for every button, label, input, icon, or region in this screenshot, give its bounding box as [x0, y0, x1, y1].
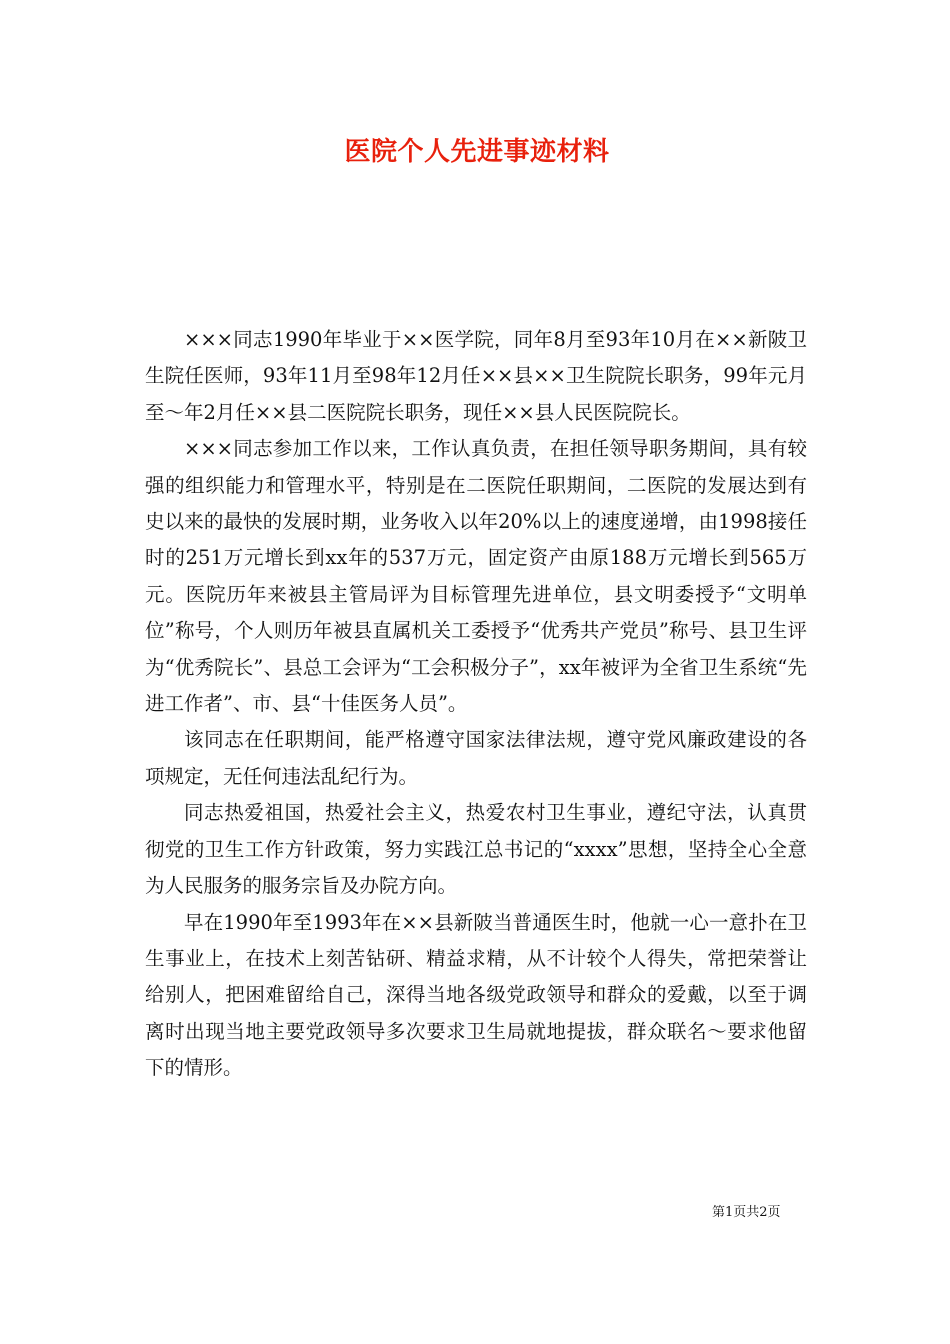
paragraph-4: 同志热爱祖国，热爱社会主义，热爱农村卫生事业，遵纪守法，认真贯彻党的卫生工作方针政策，努力实践江总书记的“xxxx”思想，坚持全心全意为人民服务的服务宗旨及办院方向。	[145, 801, 807, 898]
paragraph-1: ×××同志1990年毕业于××医学院，同年8月至93年10月在××新陂卫生院任医师，93年11月至98年12月任××县××卫生院院长职务，99年元月至～年2月任××县二医院院长职务，现任××县人民医院院长。	[145, 328, 807, 424]
paragraph-2: ×××同志参加工作以来，工作认真负责，在担任领导职务期间，具有较强的组织能力和管理水平，特别是在二医院任职期间，二医院的发展达到有史以来的最快的发展时期，业务收入以年20%以上的速度递增，由1998接任时的251万元增长到xx年的537万元，固定资产由原188万元增长到565万元。医院历年来被县主管局评为目标管理先进单位，县文明委授予“文明单位”称号，个人则历年被县直属机关工委授予“优秀共产党员”称号、县卫生评为“优秀院长”、县总工会评为“工会积极分子”，xx年被评为全省卫生系统“先进工作者”、市、县“十佳医务人员”。	[145, 437, 807, 716]
document-title: 医院个人先进事迹材料	[344, 137, 610, 167]
paragraph-5: 早在1990年至1993年在××县新陂当普通医生时，他就一心一意扑在卫生事业上，在技术上刻苦钻研、精益求精，从不计较个人得失，常把荣誉让给别人，把困难留给自己，深得当地各级党政领导和群众的爱戴，以至于调离时出现当地主要党政领导多次要求卫生局就地提拔，群众联名～要求他留下的情形。	[145, 910, 807, 1080]
document-body	[145, 322, 807, 1087]
page-number: 第1页共2页	[712, 1205, 781, 1220]
paragraph-3: 该同志在任职期间，能严格遵守国家法律法规，遵守党风廉政建设的各项规定，无任何违法乱纪行为。	[145, 728, 807, 788]
